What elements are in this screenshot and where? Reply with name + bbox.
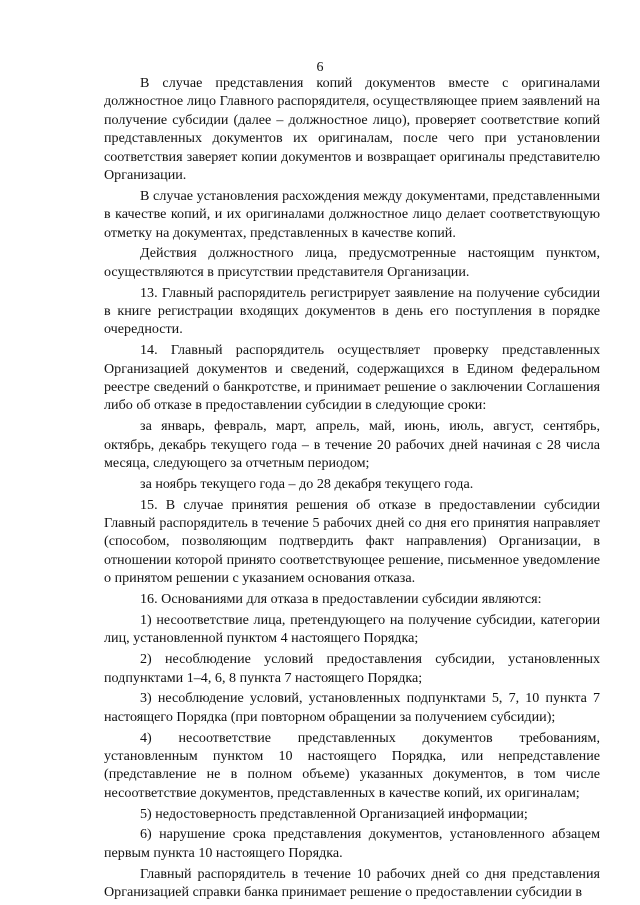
document-body	[104, 74, 600, 904]
refusal-ground-4: 4) несоответствие представленных документов требованиям, установленным пунктом 10 настоящего Порядка, или непредставление (представление не в полном объеме) указанных документов, в том числе несоответствие документов, представленных в качестве копий, их оригиналам;	[104, 729, 600, 801]
paragraph-copies-verification: В случае представления копий документов вместе с оригиналами должностное лицо Главного распорядителя, осуществляющее прием заявлений на получение субсидии (далее – должностное лицо), проверяет соответствие копий представленных документов их оригиналам, после чего при установлении соответствия заверяет копии документов и возвращает оригиналы представителю Организации.	[104, 75, 600, 184]
paragraph-november-deadline: за ноябрь текущего года – до 28 декабря текущего года.	[140, 475, 474, 492]
paragraph-item-14: 14. Главный распорядитель осуществляет проверку представленных Организацией документов и сведений, содержащихся в Едином федеральном реестре сведений о банкротстве, и принимает решение о заключении Соглашения либо об отказе в предоставлении субсидии в следующие сроки:	[104, 342, 600, 414]
paragraph-bank-certificate: Главный распорядитель в течение 10 рабочих дней со дня представления Организацией справки банка принимает решение о предоставлении субсидии в	[104, 865, 600, 900]
refusal-ground-5: 5) недостоверность представленной Организацией информации;	[140, 805, 528, 822]
paragraph-presence: Действия должностного лица, предусмотренные настоящим пунктом, осуществляются в присутствии представителя Организации.	[104, 245, 600, 280]
paragraph-item-13: 13. Главный распорядитель регистрирует заявление на получение субсидии в книге регистрации входящих документов в день его поступления в порядке очередности.	[104, 284, 600, 338]
refusal-ground-2: 2) несоблюдение условий предоставления субсидии, установленных подпунктами 1–4, 6, 8 пункта 7 настоящего Порядка;	[104, 651, 600, 686]
page-number: 6	[316, 60, 324, 75]
refusal-ground-1: 1) несоответствие лица, претендующего на получение субсидии, категории лиц, установленной пунктом 4 настоящего Порядка;	[104, 611, 600, 647]
refusal-ground-6: 6) нарушение срока представления документов, установленного абзацем первым пункта 10 настоящего Порядка.	[104, 826, 600, 861]
paragraph-item-15: 15. В случае принятия решения об отказе в предоставлении субсидии Главный распорядитель в течение 5 рабочих дней со дня его принятия направляет (способом, позволяющим подтвердить факт направления) Организации, в отношении которой принято соответствующее решение, письменное уведомление о принятом решении с указанием основания отказа.	[104, 496, 600, 587]
paragraph-item-16: 16. Основаниями для отказа в предоставлении субсидии являются:	[140, 591, 542, 608]
paragraph-discrepancy: В случае установления расхождения между документами, представленными в качестве копий, и их оригиналами должностное лицо делает соответствующую отметку на документах, представленных в качестве копий.	[104, 187, 600, 241]
paragraph-months-deadline: за январь, февраль, март, апрель, май, июнь, июль, август, сентябрь, октябрь, декабрь текущего года – в течение 20 рабочих дней начиная с 28 числа месяца, следующего за отчетным периодом;	[104, 418, 600, 472]
refusal-ground-3: 3) несоблюдение условий, установленных подпунктами 5, 7, 10 пункта 7 настоящего Порядка (при повторном обращении за получением субсидии);	[104, 690, 600, 725]
